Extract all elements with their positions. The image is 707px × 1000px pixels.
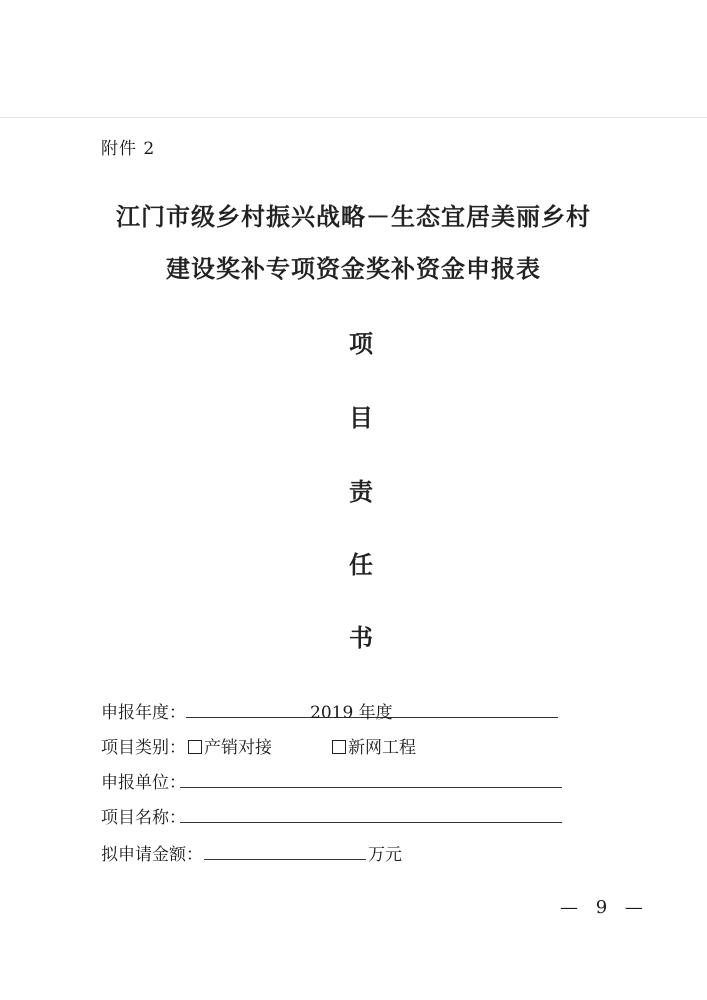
vertical-title-char: 任 bbox=[349, 550, 373, 579]
name-underline[interactable] bbox=[180, 822, 562, 823]
unit-underline[interactable] bbox=[180, 787, 562, 788]
year-value: 2019 年度 bbox=[310, 703, 393, 723]
unit-label: 申报单位： bbox=[101, 773, 186, 793]
title-line-1: 江门市级乡村振兴战略－生态宜居美丽乡村 bbox=[116, 202, 591, 231]
attachment-label: 附件 2 bbox=[101, 139, 156, 159]
page-number: — 9 — bbox=[560, 897, 649, 918]
category-option-label: 新网工程 bbox=[348, 738, 416, 758]
vertical-title-char: 目 bbox=[349, 403, 373, 432]
amount-label: 拟申请金额： bbox=[101, 845, 203, 865]
title-line-2: 建设奖补专项资金奖补资金申报表 bbox=[166, 254, 541, 283]
category-option-1[interactable] bbox=[188, 733, 272, 758]
category-option-label: 产销对接 bbox=[204, 738, 272, 758]
vertical-title-char: 责 bbox=[349, 477, 373, 506]
category-option-2[interactable] bbox=[332, 733, 416, 758]
amount-underline[interactable] bbox=[204, 859, 366, 860]
vertical-title-char: 项 bbox=[349, 329, 373, 358]
vertical-title-char: 书 bbox=[349, 623, 373, 652]
name-label: 项目名称： bbox=[101, 808, 186, 828]
year-label: 申报年度： bbox=[101, 703, 186, 723]
checkbox-icon[interactable] bbox=[188, 740, 202, 754]
fold-line bbox=[0, 117, 707, 118]
category-label: 项目类别： bbox=[101, 738, 186, 758]
checkbox-icon[interactable] bbox=[332, 740, 346, 754]
amount-unit: 万元 bbox=[368, 845, 402, 865]
